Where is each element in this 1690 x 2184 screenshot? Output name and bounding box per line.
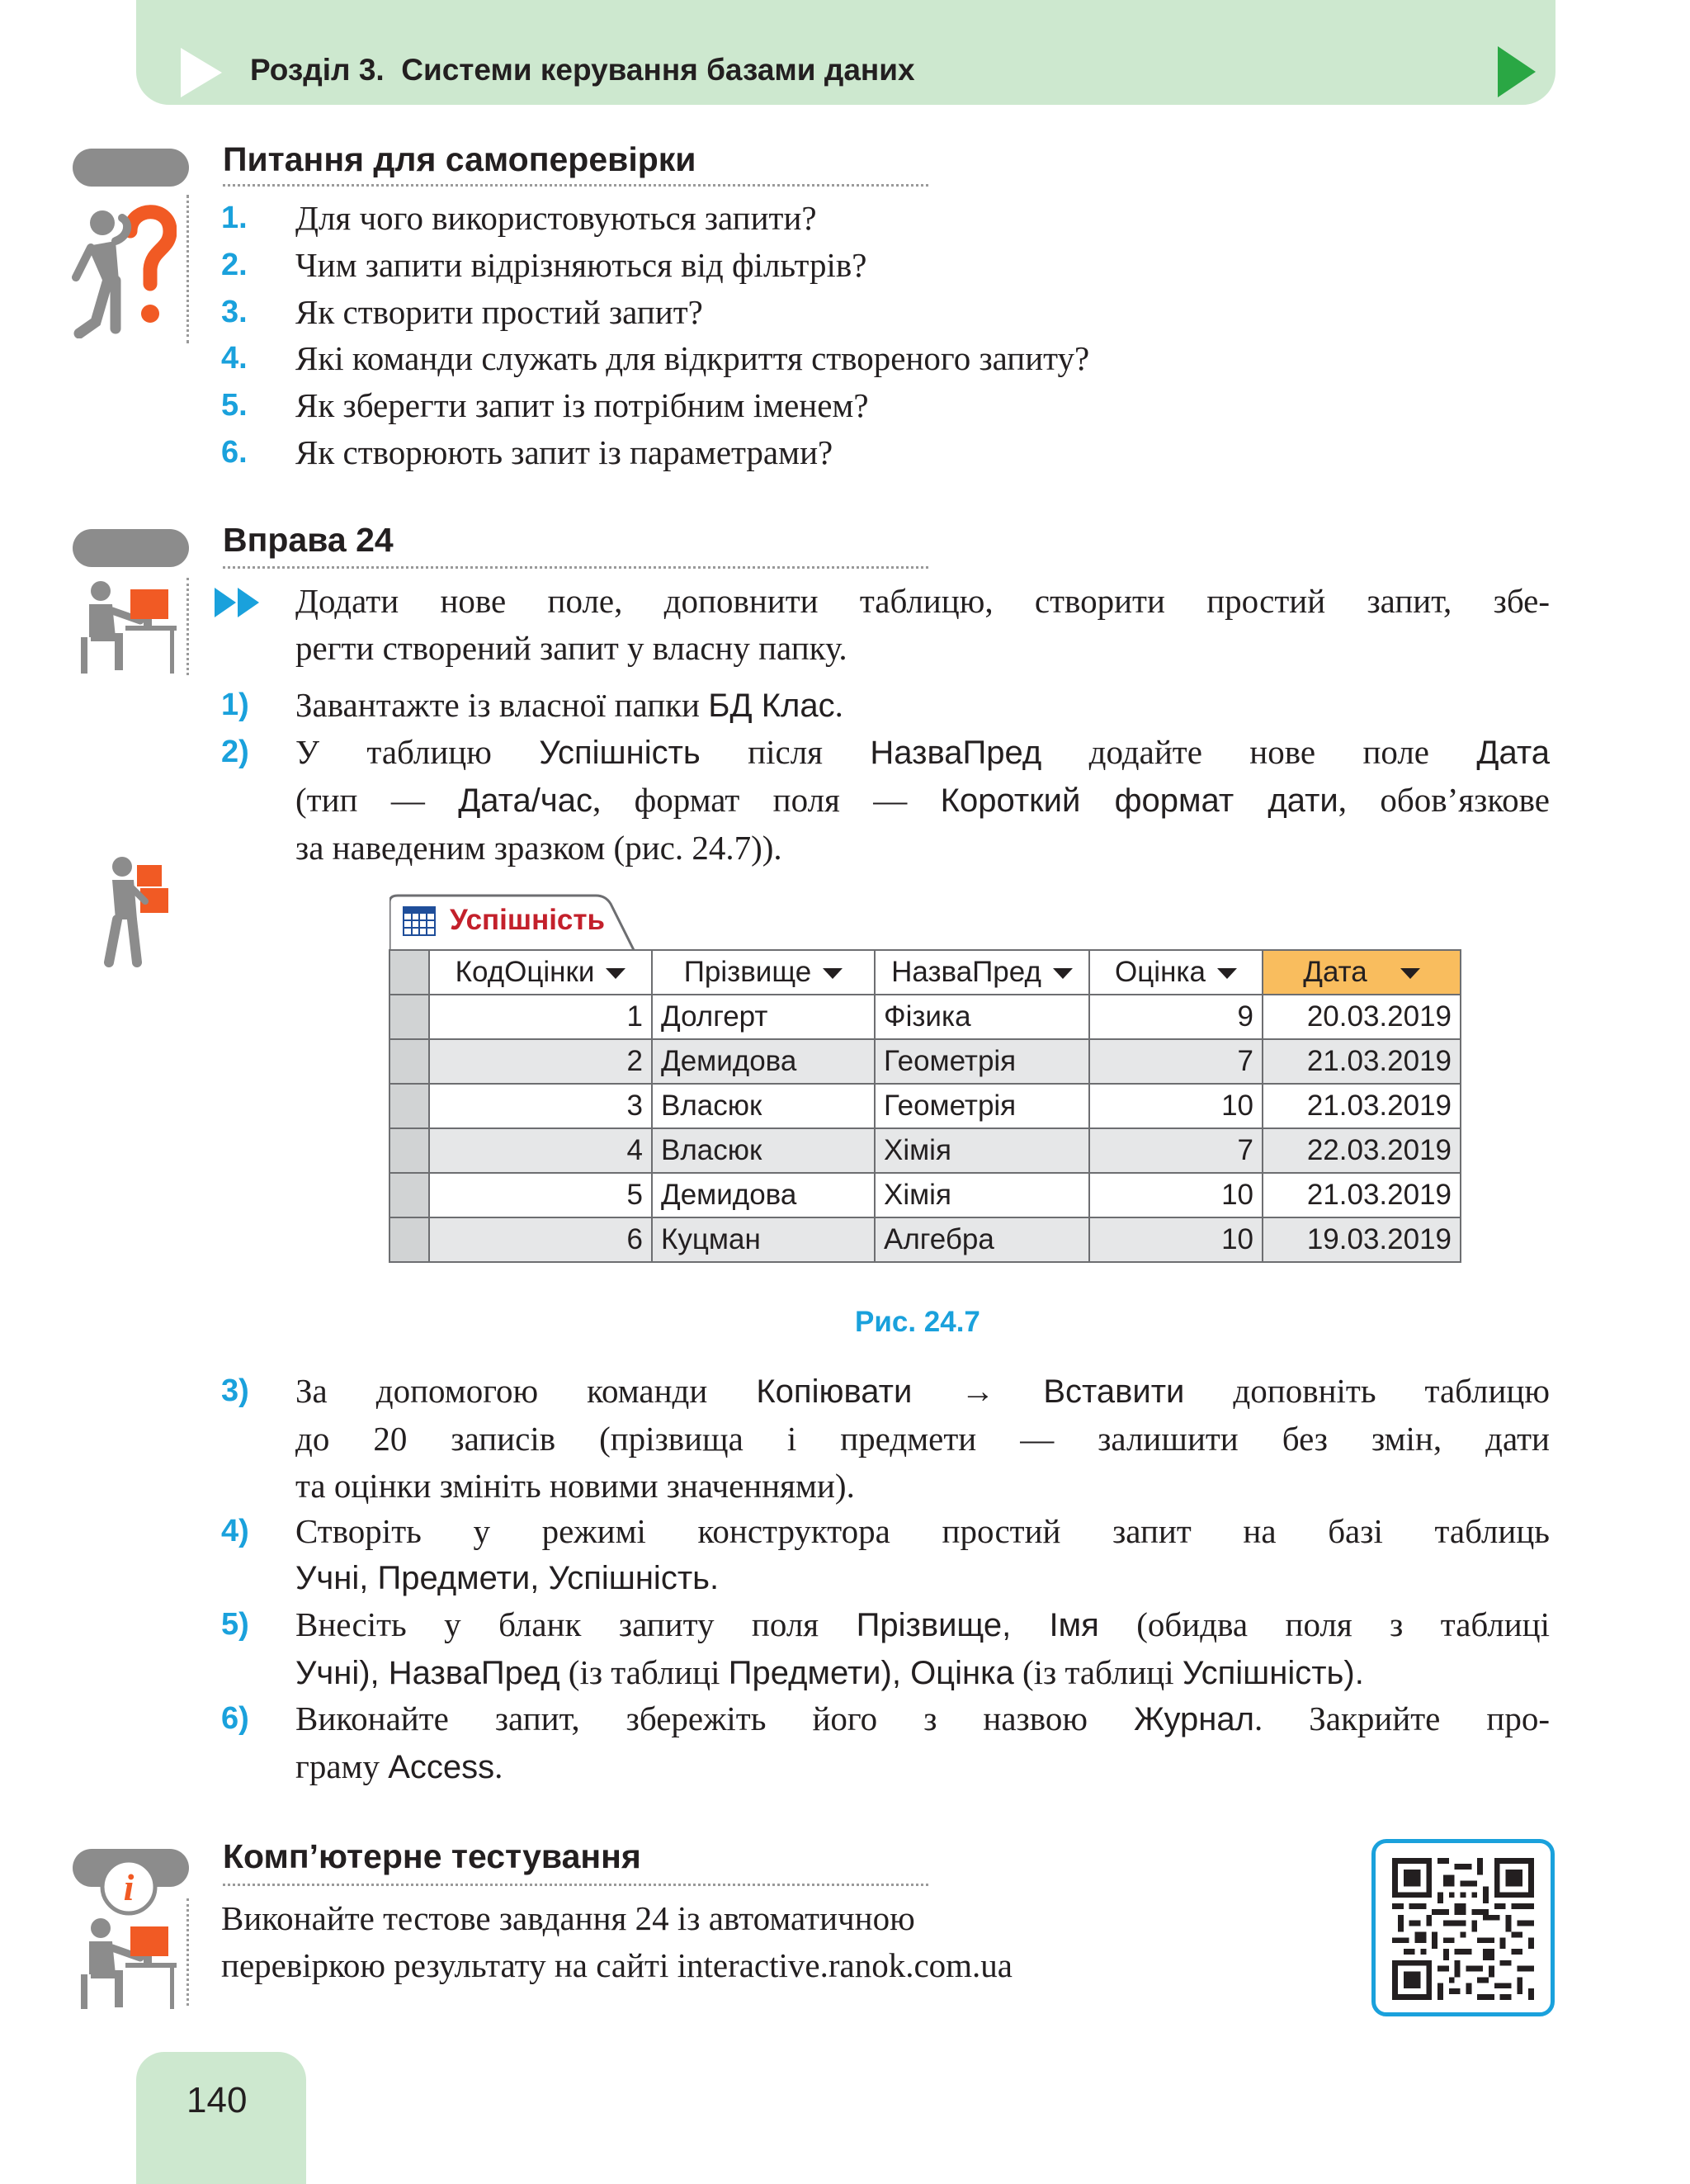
- qr-code-frame[interactable]: [1371, 1839, 1555, 2016]
- table-row: [389, 1173, 1461, 1217]
- table-cell[interactable]: Власюк: [652, 1084, 875, 1128]
- question-number: 5.: [221, 388, 248, 423]
- table-cell[interactable]: Долгерт: [652, 995, 875, 1039]
- table-cell[interactable]: 7: [1089, 1039, 1263, 1084]
- table-icon: [403, 906, 436, 936]
- divider: [186, 1898, 189, 2006]
- double-arrow-icon: [215, 588, 261, 617]
- row-selector[interactable]: [389, 1084, 429, 1128]
- table-cell[interactable]: 21.03.2019: [1263, 1039, 1461, 1084]
- row-selector[interactable]: [389, 995, 429, 1039]
- chapter-title: Розділ 3. Системи керування базами даних: [250, 53, 915, 87]
- exercise-goal-line: регти створений запит у власну папку.: [295, 629, 847, 667]
- page-number: 140: [186, 2080, 248, 2120]
- dropdown-arrow-icon[interactable]: [1217, 968, 1237, 979]
- table-cell[interactable]: 3: [429, 1084, 652, 1128]
- chapter-header: [136, 0, 1555, 105]
- section-marker: [73, 149, 189, 187]
- table-cell[interactable]: 19.03.2019: [1263, 1217, 1461, 1262]
- question-number: 6.: [221, 435, 248, 470]
- table-cell[interactable]: 20.03.2019: [1263, 995, 1461, 1039]
- dropdown-arrow-icon[interactable]: [606, 968, 625, 979]
- divider: [186, 578, 189, 675]
- chevron-right-icon: [181, 48, 222, 97]
- table-cell[interactable]: 10: [1089, 1173, 1263, 1217]
- table-cell[interactable]: 22.03.2019: [1263, 1128, 1461, 1173]
- step-text: Створіть у режимі конструктора простий запит на базі таблиць: [295, 1512, 1550, 1550]
- step-text: Завантажте із власної папки БД Клас.: [295, 686, 843, 724]
- divider: [223, 184, 928, 187]
- table-row: [389, 1217, 1461, 1262]
- step-number: 5): [221, 1607, 249, 1642]
- step-text: до 20 записів (прізвища і предмети — залишити без змін, дати: [295, 1420, 1550, 1458]
- step-text: Виконайте запит, збережіть його з назвою Журнал. Закрийте про-: [295, 1699, 1550, 1737]
- figure-caption: Рис. 24.7: [855, 1306, 980, 1338]
- step-number: 1): [221, 688, 249, 722]
- table-cell[interactable]: 9: [1089, 995, 1263, 1039]
- table-cell[interactable]: Демидова: [652, 1173, 875, 1217]
- question-number: 2.: [221, 248, 248, 282]
- step-number: 4): [221, 1514, 249, 1548]
- divider: [186, 195, 189, 343]
- row-selector[interactable]: [389, 1128, 429, 1173]
- step-number: 2): [221, 735, 249, 769]
- column-header-date[interactable]: Дата: [1263, 950, 1461, 995]
- table-row: [389, 995, 1461, 1039]
- question-text: Чим запити відрізняються від фільтрів?: [295, 246, 867, 284]
- table-cell[interactable]: Геометрія: [875, 1084, 1089, 1128]
- question-number: 4.: [221, 341, 248, 376]
- step-number: 3): [221, 1373, 249, 1408]
- exercise-title: Вправа 24: [223, 521, 394, 559]
- table-cell[interactable]: 6: [429, 1217, 652, 1262]
- column-header[interactable]: НазваПред: [875, 950, 1089, 995]
- step-text: граму Access.: [295, 1747, 503, 1785]
- row-selector[interactable]: [389, 1039, 429, 1084]
- step-text: (тип — Дата/час, формат поля — Короткий формат дати, обов’язкове: [295, 781, 1550, 819]
- step-number: 6): [221, 1701, 249, 1736]
- section-marker: [73, 529, 189, 567]
- question-text: Для чого використовуються запити?: [295, 199, 817, 237]
- table-cell[interactable]: 2: [429, 1039, 652, 1084]
- column-header[interactable]: Оцінка: [1089, 950, 1263, 995]
- table-cell[interactable]: 1: [429, 995, 652, 1039]
- table-cell[interactable]: 7: [1089, 1128, 1263, 1173]
- table-cell[interactable]: Геометрія: [875, 1039, 1089, 1084]
- column-header[interactable]: Прізвище: [652, 950, 875, 995]
- exercise-goal-line: Додати нове поле, доповнити таблицю, створити простий запит, збе-: [295, 582, 1550, 620]
- table-cell[interactable]: 10: [1089, 1084, 1263, 1128]
- table-cell[interactable]: 10: [1089, 1217, 1263, 1262]
- testing-text: Виконайте тестове завдання 24 із автоматичною: [221, 1899, 915, 1937]
- person-at-computer-icon: [79, 578, 178, 675]
- question-text: Як створюють запит із параметрами?: [295, 433, 833, 471]
- table-row: [389, 1128, 1461, 1173]
- question-text: Як зберегти запит із потрібним іменем?: [295, 386, 869, 424]
- question-number: 1.: [221, 201, 248, 235]
- column-header[interactable]: КодОцінки: [429, 950, 652, 995]
- table-cell[interactable]: 4: [429, 1128, 652, 1173]
- person-carrying-boxes-icon: [104, 855, 170, 967]
- row-selector[interactable]: [389, 1217, 429, 1262]
- question-text: Які команди служать для відкриття створеного запиту?: [295, 339, 1090, 377]
- dropdown-arrow-icon[interactable]: [823, 968, 843, 979]
- datasheet-table: [389, 949, 1461, 1263]
- question-text: Як створити простий запит?: [295, 293, 703, 331]
- divider: [223, 1884, 928, 1886]
- step-text: за наведеним зразком (рис. 24.7)).: [295, 829, 782, 867]
- step-text: У таблицю Успішність після НазваПред додайте нове поле Дата: [295, 733, 1550, 771]
- testing-text: перевіркою результату на сайті interactive.ranok.com.ua: [221, 1946, 1013, 1984]
- step-text: Учні, Предмети, Успішність.: [295, 1560, 720, 1596]
- question-number: 3.: [221, 295, 248, 329]
- table-cell[interactable]: 21.03.2019: [1263, 1084, 1461, 1128]
- select-all-cell[interactable]: [389, 950, 429, 995]
- step-text: Внесіть у бланк запиту поля Прізвище, Імя (обидва поля з таблиці: [295, 1605, 1550, 1643]
- table-cell[interactable]: 21.03.2019: [1263, 1173, 1461, 1217]
- dropdown-arrow-icon[interactable]: [1400, 968, 1420, 979]
- info-person-computer-icon: [79, 1857, 178, 2011]
- table-cell[interactable]: Фізика: [875, 995, 1089, 1039]
- table-cell[interactable]: Куцман: [652, 1217, 875, 1262]
- play-arrow-icon: [1498, 46, 1536, 97]
- table-cell[interactable]: Хімія: [875, 1173, 1089, 1217]
- step-text: Учні), НазваПред (із таблиці Предмети), Оцінка (із таблиці Успішність).: [295, 1653, 1364, 1691]
- table-header-row: [389, 950, 1461, 995]
- row-selector[interactable]: [389, 1173, 429, 1217]
- step-text: За допомогою команди Копіювати → Вставити доповніть таблицю: [295, 1372, 1550, 1410]
- qr-code-icon[interactable]: [1392, 1858, 1534, 2000]
- testing-title: Комп’ютерне тестування: [223, 1837, 641, 1875]
- divider: [223, 566, 928, 569]
- step-text: та оцінки змініть новими значеннями).: [295, 1467, 855, 1505]
- question-person-icon: [71, 198, 177, 338]
- svg-text:i: i: [123, 1866, 135, 1908]
- table-cell[interactable]: Алгебра: [875, 1217, 1089, 1262]
- table-cell[interactable]: Хімія: [875, 1128, 1089, 1173]
- table-row: [389, 1084, 1461, 1128]
- table-row: [389, 1039, 1461, 1084]
- table-cell[interactable]: 5: [429, 1173, 652, 1217]
- table-cell[interactable]: Власюк: [652, 1128, 875, 1173]
- dropdown-arrow-icon[interactable]: [1053, 968, 1073, 979]
- table-cell[interactable]: Демидова: [652, 1039, 875, 1084]
- table-tab-label: Успішність: [450, 904, 606, 936]
- self-check-title: Питання для самоперевірки: [223, 140, 696, 178]
